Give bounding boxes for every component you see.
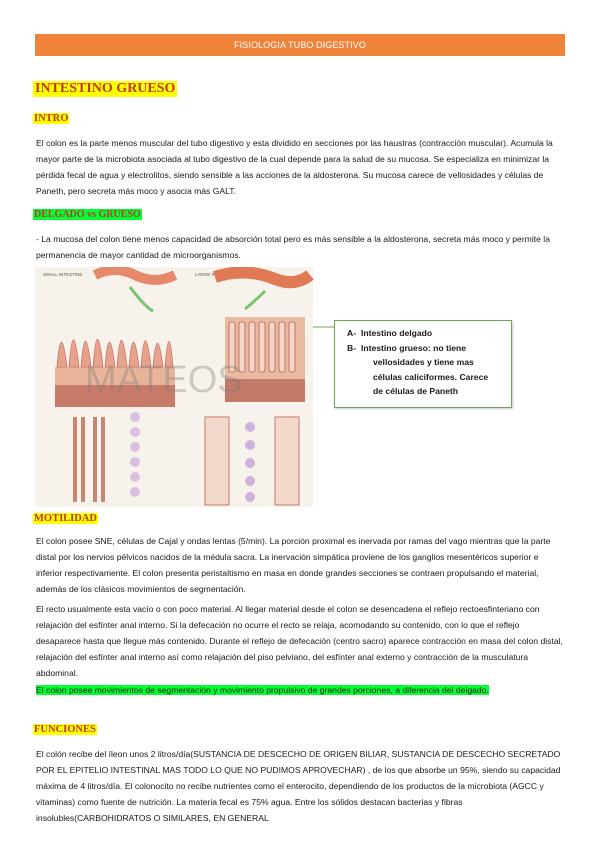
figure-callout-box [334, 320, 512, 408]
main-heading: INTESTINO GRUESO [35, 81, 176, 96]
motilidad-paragraph-1: El colon posee SNE, células de Cajal y ondas lentas (5/min). La porción proximal es inervada por ramas del vago mientras que la parte distal por los nervios pélvicos nacidos de la médula sacra. La inervación simpática proviene de los ganglios mesentéricos superior e inferior respectivamente. El colon presenta peristaltismo en masa en donde grandes secciones se contraen propulsando el material, además de los clásicos movimientos de segmentación. [36, 536, 551, 594]
watermark: MATEOS [85, 359, 243, 401]
callout-b-label: B- [347, 342, 357, 353]
delgado-vs-grueso-heading: DELGADO vs GRUESO [34, 209, 141, 220]
callout-b-line1: Intestino grueso: no tiene [361, 342, 467, 353]
callout-b-line3: células caliciformes. Carece [373, 371, 489, 382]
large-intestine-label: LARGE INTESTINE [195, 272, 236, 277]
callout-b-line2: vellosidades y tiene mas [373, 357, 474, 367]
motilidad-heading: MOTILIDAD [34, 513, 98, 524]
motilidad-paragraph-2: El recto usualmente esta vacío o con poco material. Al llegar material desde el colon se desencadena el reflejo rectoesfinteriano con relajación del esfínter anal interno. Si la defecación no ocurre el recto se relaja, acomodando su contenido, con lo que el reflejo desaparece hasta que llegue más contenido. Durante el reflejo de defecación (centro sacro) aparece contracción en masa del colon distal, relajación del esfínter anal interno así como relajación del piso pelviano, del esfínter anal externo y contracción de la musculatura abdominal. [36, 604, 563, 678]
callout-a-text: Intestino delgado [361, 328, 433, 338]
callout-b-line4: de células de Paneth [373, 386, 459, 396]
callout-item-a [347, 326, 505, 341]
small-intestine-label: SMALL INTESTINE [43, 272, 83, 277]
intro-paragraph: El colon es la parte menos muscular del tubo digestivo y esta dividido en secciones por las haustras (contracción muscular). Acumula la mayor parte de la microbiota asociada al tubo digestivo de la cual depende para la salud de su mucosa. Se especializa en minimizar la pérdida fecal de agua y electrolitos, siendo sensible a las acciones de la aldosterona. Su mucosa carece de vellosidades y células de Paneth, pero secreta más moco y asocia más GALT. [36, 138, 553, 196]
funciones-heading: FUNCIONES [34, 724, 96, 735]
callout-a-label: A- [347, 328, 357, 338]
document-header-title: FISIOLOGIA TUBO DIGESTIVO [234, 40, 366, 50]
callout-item-b [347, 341, 505, 356]
funciones-paragraph: El colón recibe del íleon unos 2 litros/día(SUSTANCIA DE DESCECHO DE ORIGEN BILIAR, SUSTANCIA DE DESCECHO SECRETADO POR EL EPITELIO INTESTINAL MAS TODO LO QUE NO PUDIMOS APROVECHAR) , de los que absorbe un 95%, siendo su capacidad máxima de 4 litros/día. El colonocito no recibe nutrientes como el enterocito, dependiendo de los productos de la microbiota (AGCC y vitaminas) como fuente de nutrición. La materia fecal es 75% agua. Entre los sólidos destacan bacterias y fibras insolubles(CARBOHIDRATOS O SIMILARES, EN GENERAL [36, 749, 561, 823]
delgado-vs-grueso-paragraph: - La mucosa del colon tiene menos capacidad de absorción total pero es más sensible a la aldosterona, secreta más moco y permite la permanencia de mayor cantidad de microorganismos. [36, 234, 550, 260]
document-header-bar [35, 34, 565, 56]
motilidad-highlight-text: El colon posee movimientos de segmentación y movimiento propulsivo de grandes porciones, a diferencia del delgado. [36, 685, 489, 695]
intro-heading: INTRO [34, 113, 69, 124]
motilidad-highlight [36, 682, 536, 698]
